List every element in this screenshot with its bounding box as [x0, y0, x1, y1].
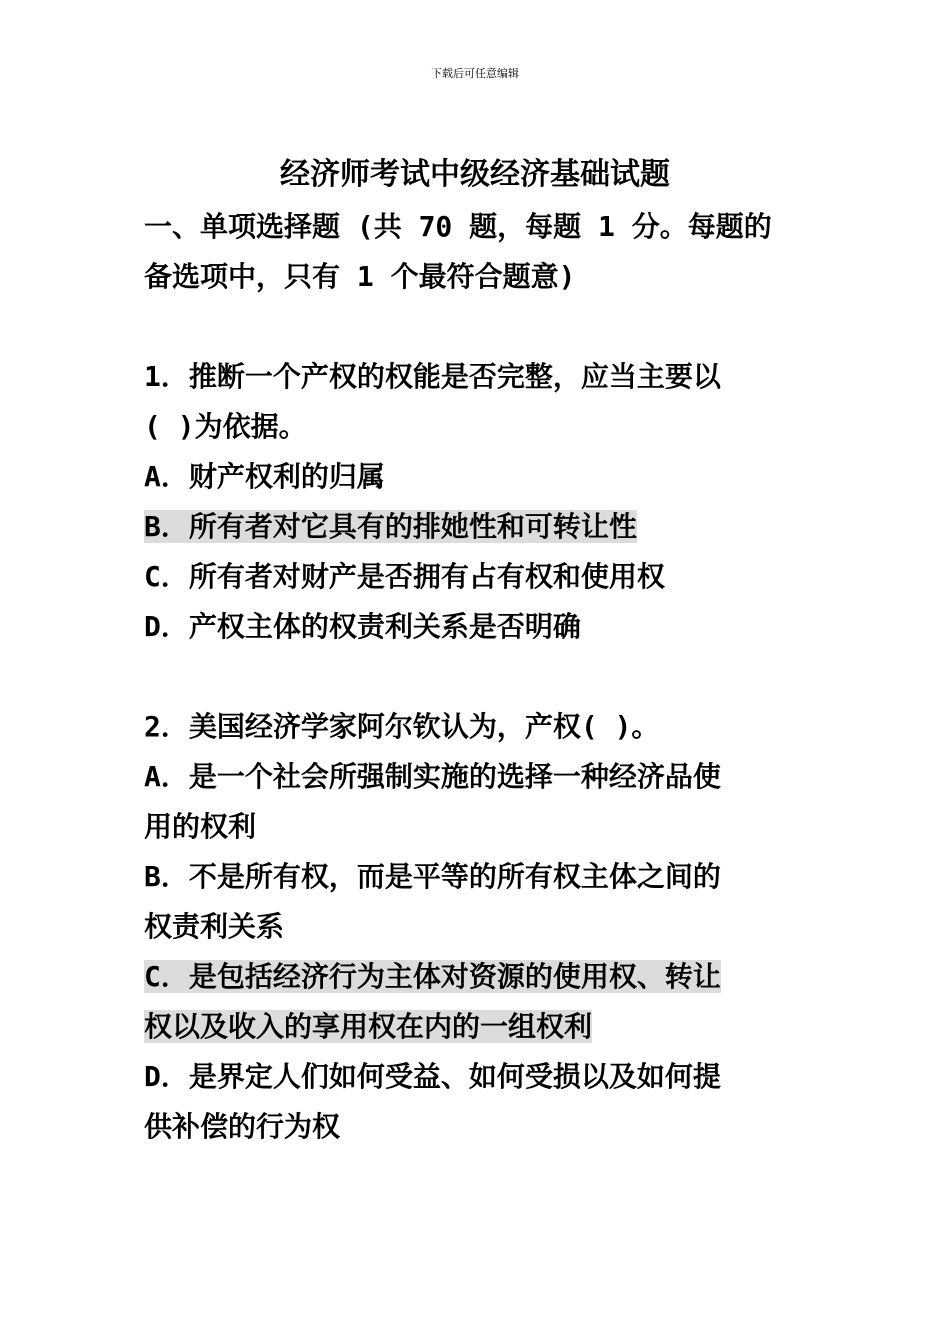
question-2-option-a-line-1	[144, 752, 816, 802]
question-2-option-b-line-1	[144, 852, 816, 902]
question-1-stem-line-2: ( )为依据。	[144, 410, 307, 443]
option-text: D．产权主体的权责利关系是否明确	[144, 610, 581, 643]
option-text: C．所有者对财产是否拥有占有权和使用权	[144, 560, 665, 593]
option-text: A．是一个社会所强制实施的选择一种经济品使	[144, 760, 721, 793]
question-2-stem-line-1: 2．美国经济学家阿尔钦认为，产权( )。	[144, 710, 660, 743]
option-text: 用的权利	[144, 810, 257, 843]
highlighted-option-text: B．所有者对它具有的排她性和可转让性	[144, 510, 637, 543]
question-2-option-a-line-2	[144, 802, 816, 852]
page-title: 经济师考试中级经济基础试题	[280, 157, 670, 192]
question-1-stem-line-1: 1．推断一个产权的权能是否完整，应当主要以	[144, 360, 721, 393]
question-2-option-c-line-1	[144, 952, 816, 1002]
question-1-option-c	[144, 552, 816, 602]
section-heading-line-1: 一、单项选择题 (共 70 题，每题 1 分。每题的	[144, 210, 772, 243]
spacer	[144, 302, 816, 352]
question-2-option-d-line-2	[144, 1102, 816, 1152]
option-text: D．是界定人们如何受益、如何受损以及如何提	[144, 1060, 721, 1093]
question-2-option-b-line-2	[144, 902, 816, 952]
section-heading-line-2: 备选项中，只有 1 个最符合题意)	[144, 260, 576, 293]
spacer	[144, 652, 816, 702]
question-2-option-d-line-1	[144, 1052, 816, 1102]
document-body	[144, 202, 816, 1152]
highlighted-option-text: 权以及收入的享用权在内的一组权利	[144, 1010, 593, 1043]
option-text: 供补偿的行为权	[144, 1110, 341, 1143]
highlighted-option-text: C．是包括经济行为主体对资源的使用权、转让	[144, 960, 721, 993]
option-text: 权责利关系	[144, 910, 285, 943]
option-text: A．财产权利的归属	[144, 460, 385, 493]
header-note: 下载后可任意编辑	[431, 67, 519, 80]
question-1-option-d	[144, 602, 816, 652]
question-1-option-b	[144, 502, 816, 552]
question-1-option-a	[144, 452, 816, 502]
option-text: B．不是所有权，而是平等的所有权主体之间的	[144, 860, 721, 893]
question-2-option-c-line-2	[144, 1002, 816, 1052]
question-1	[144, 352, 816, 652]
question-2	[144, 702, 816, 1152]
